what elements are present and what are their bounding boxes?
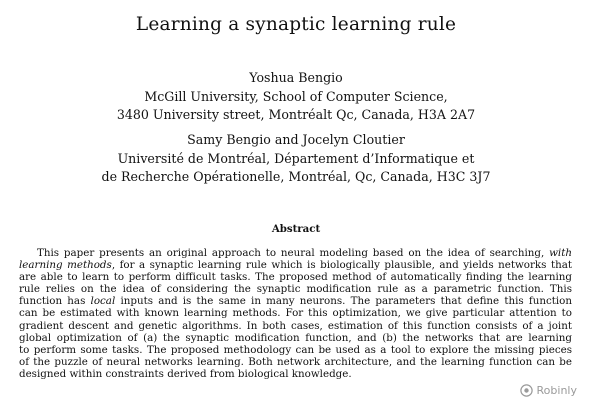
author-name: Yoshua Bengio [249,70,343,85]
robinly-logo-icon [520,384,533,397]
abstract-line [19,368,572,380]
abstract-text: global optimization of (a) the synaptic modification function, and (b) the networks that are learning [19,331,572,344]
abstract-text: inputs and is the same in many neurons. The parameters that define this function [115,295,572,308]
abstract-line [19,332,572,344]
abstract-line [19,344,572,356]
abstract-emphasis: learning methods [19,259,112,272]
abstract-text: , for a synaptic learning rule which is biologically plausible, and yields networks that [111,259,572,272]
abstract-text: function has [19,295,91,308]
abstract-text: to perform some tasks. The proposed methodology can be used as a tool to explore the missing pieces [19,343,572,356]
abstract-text: rule relies on the idea of considering the synaptic modification rule as a parametric function. This [19,283,572,296]
abstract-text: of the puzzle of neural networks learning. Both network architecture, and the learning function can be [19,355,572,368]
abstract-text: designed within constraints derived from biological knowledge. [19,367,352,380]
abstract-heading: Abstract [271,223,321,235]
author-address: 3480 University street, Montréalt Qc, Canada, H3A 2A7 [116,107,476,122]
abstract-line [19,271,572,283]
abstract-line [19,295,572,307]
abstract-text: are able to learn to perform difficult tasks. The proposed method of automatically finding the learning [19,271,572,284]
author-affiliation: Université de Montréal, Département d’Informatique et [117,150,475,166]
abstract-line [19,247,572,259]
abstract-line [19,283,572,295]
paper-title: Learning a synaptic learning rule [135,14,457,35]
watermark [517,383,580,398]
author-names: Samy Bengio and Jocelyn Cloutier [187,132,405,147]
author-affiliation: McGill University, School of Computer Science, [144,88,448,104]
abstract-emphasis: local [90,295,116,308]
abstract-line [19,356,572,368]
abstract-body [19,247,572,380]
abstract-line [19,307,572,319]
abstract-line [19,320,572,332]
abstract-text: gradient descent and genetic algorithms. In both cases, estimation of this function consists of a joint [19,319,572,332]
watermark-text: Robinly [536,384,577,397]
author-block-montreal [0,131,592,187]
author-block-bengio [0,69,592,125]
abstract-line [19,259,572,271]
author-address: de Recherche Opérationelle, Montréal, Qc, Canada, H3C 3J7 [101,169,491,184]
abstract-text: can be estimated with known learning methods. For this optimization, we give particular attention to [19,307,572,320]
abstract-text: This paper presents an original approach to neural modeling based on the idea of searching, [37,247,550,259]
abstract-emphasis: with [549,247,572,259]
